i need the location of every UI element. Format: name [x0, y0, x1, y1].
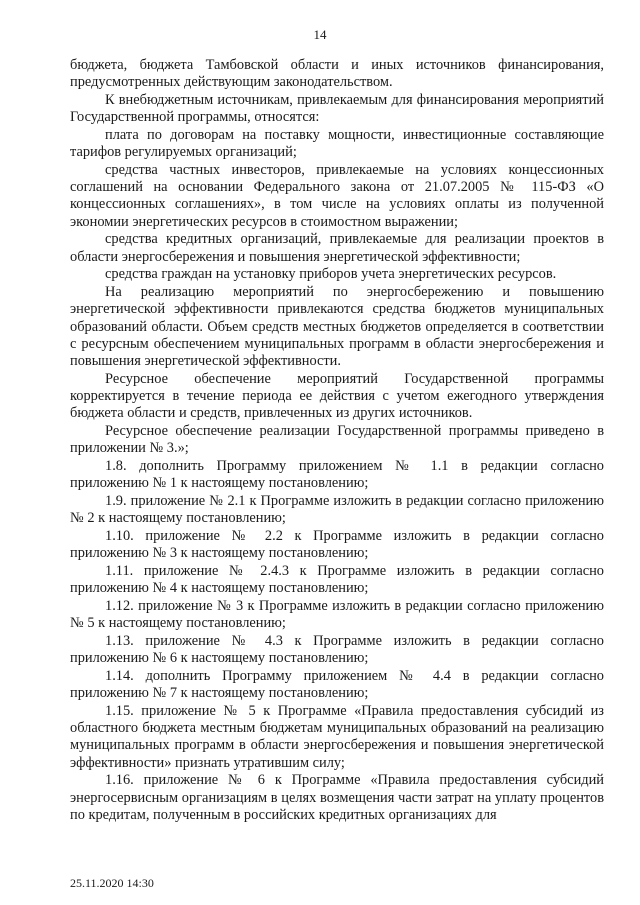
paragraph: 1.14. дополнить Программу приложением № 4.4 в редакции согласно приложению № 7 к настоящему постановлению; [70, 668, 604, 702]
paragraph: 1.16. приложение № 6 к Программе «Правила предоставления субсидий энергосервисным организациям в целях возмещения части затрат на уплату процентов по кредитам, полученным в российских кредитных организациях для [70, 772, 604, 823]
paragraph: Ресурсное обеспечение реализации Государственной программы приведено в приложении № 3.»; [70, 423, 604, 457]
paragraph: средства кредитных организаций, привлекаемые для реализации проектов в области энергосбережения и повышения энергетической эффективности; [70, 231, 604, 265]
paragraph: 1.8. дополнить Программу приложением № 1.1 в редакции согласно приложению № 1 к настоящему постановлению; [70, 458, 604, 492]
paragraph: Ресурсное обеспечение мероприятий Государственной программы корректируется в течение периода ее действия с учетом ежегодного утверждения бюджета области и средств, привлеченных из других источников. [70, 370, 604, 422]
paragraph: плата по договорам на поставку мощности, инвестиционные составляющие тарифов регулируемых организаций; [70, 127, 604, 161]
footer-timestamp: 25.11.2020 14:30 [70, 876, 154, 890]
paragraph: средства граждан на установку приборов учета энергетических ресурсов. [105, 266, 557, 283]
paragraph: 1.10. приложение № 2.2 к Программе изложить в редакции согласно приложению № 3 к настоящему постановлению; [70, 528, 604, 562]
page-number: 14 [313, 27, 327, 42]
paragraph: 1.9. приложение № 2.1 к Программе изложить в редакции согласно приложению № 2 к настоящему постановлению; [70, 493, 604, 527]
paragraph: 1.15. приложение № 5 к Программе «Правила предоставления субсидий из областного бюджета местным бюджетам муниципальных образований на реализацию муниципальных программ в области энергосбережения и повышения энергетической эффективности» признать утратившим силу; [70, 703, 604, 771]
paragraph: средства частных инвесторов, привлекаемые на условиях концессионных соглашений на основании Федерального закона от 21.07.2005 № 115-ФЗ «О концессионных соглашениях», в том числе на условиях оплаты из полученной экономии энергетических ресурсов в стоимостном выражении; [70, 162, 604, 230]
paragraph: 1.11. приложение № 2.4.3 к Программе изложить в редакции согласно приложению № 4 к настоящему постановлению; [70, 563, 604, 597]
paragraph: На реализацию мероприятий по энергосбережению и повышению энергетической эффективности привлекаются средства бюджетов муниципальных образований области. Объем средств местных бюджетов определяется в соответствии с ресурсным обеспечением муниципальных программ в области энергосбережения и повышения энергетической эффективности. [70, 284, 604, 370]
paragraph: К внебюджетным источникам, привлекаемым для финансирования мероприятий Государственной программы, относятся: [70, 92, 604, 126]
paragraph: 1.13. приложение № 4.3 к Программе изложить в редакции согласно приложению № 6 к настоящему постановлению; [70, 633, 604, 667]
paragraph: 1.12. приложение № 3 к Программе изложить в редакции согласно приложению № 5 к настоящему постановлению; [70, 598, 604, 632]
paragraph: бюджета, бюджета Тамбовской области и иных источников финансирования, предусмотренных действующим законодательством. [70, 57, 604, 91]
document-body [70, 57, 604, 825]
